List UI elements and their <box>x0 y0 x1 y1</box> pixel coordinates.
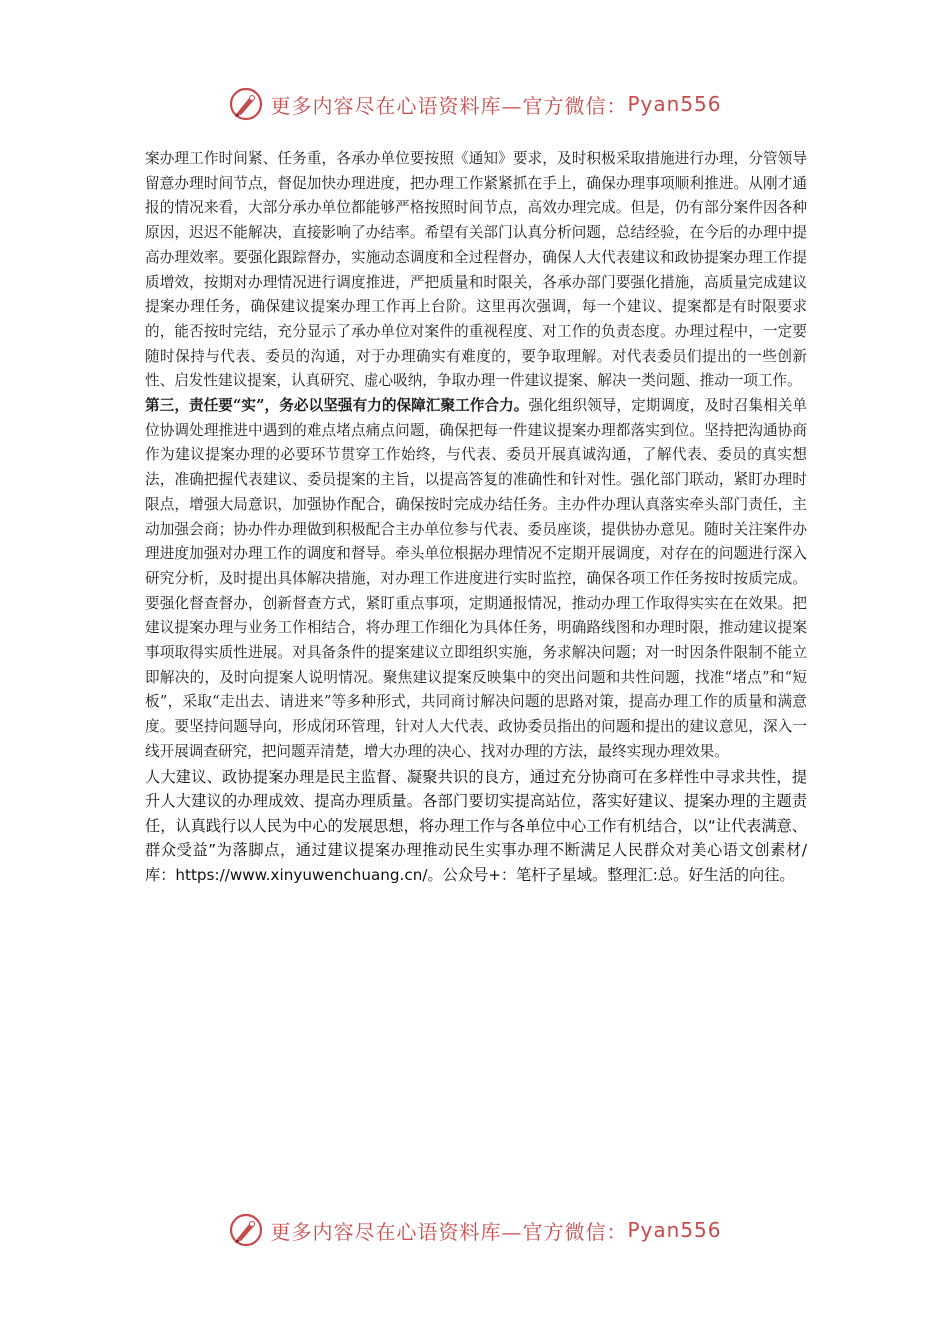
pen-logo-icon <box>228 86 264 122</box>
paragraph-2-text: 强化组织领导，定期调度，及时召集相关单位协调处理推进中遇到的难点堵点痛点问题，确保把每一件建议提案办理都落实到位。坚持把沟通协商作为建议提案办理的必要环节贯穿工作始终，与代表、委员开展真诚沟通，了解代表、委员的真实想法，准确把握代表建议、委员提案的主旨，以提高答复的准确性和针对性。强化部门联动，紧盯办理时限点，增强大局意识，加强协作配合，确保按时完成办结任务。主办件办理认真落实牵头部门责任，主动加强会商；协办件办理做到积极配合主办单位参与代表、委员座谈，提供协办意见。随时关注案件办理进度加强对办理工作的调度和督导。牵头单位根据办理情况不定期开展调度，对存在的问题进行深入研究分析，及时提出具体解决措施，对办理工作进度进行实时监控，确保各项工作任务按时按质完成。要强化督查督办，创新督查方式，紧盯重点事项，定期通报情况，推动办理工作取得实实在在效果。把建议提案办理与业务工作相结合，将办理工作细化为具体任务，明确路线图和办理时限，推动建议提案事项取得实质性进展。对具备条件的提案建议立即组织实施，务求解决问题；对一时因条件限制不能立即解决的，及时向提案人说明情况。聚焦建议提案反映集中的突出问题和共性问题，找准“堵点”和“短板”，采取“走出去、请进来”等多种形式，共同商讨解决问题的思路对策，提高办理工作的质量和满意度。要坚持问题导向，形成闭环管理，针对人大代表、政协委员指出的问题和提出的建议意见，深入一线开展调查研究，把问题弄清楚，增大办理的决心、找对办理的方法，最终实现办理效果。 <box>145 397 807 760</box>
pen-logo-icon <box>228 1212 264 1248</box>
header-banner <box>0 84 950 124</box>
section-heading-3: 第三，责任要“实”，务必以坚强有力的保障汇聚工作合力。 <box>145 397 529 415</box>
header-wechat-id: Pyan556 <box>627 92 722 116</box>
footer-wechat-id: Pyan556 <box>627 1218 722 1242</box>
footer-banner <box>0 1210 950 1250</box>
paragraph-1: 案办理工作时间紧、任务重，各承办单位要按照《通知》要求，及时积极采取措施进行办理，分管领导留意办理时间节点，督促加快办理进度，把办理工作紧紧抓在手上，确保办理事项顺利推进。从刚才通报的情况来看，大部分承办单位都能够严格按照时间节点，高效办理完成。但是，仍有部分案件因各种原因，迟迟不能解决，直接影响了办结率。希望有关部门认真分析问题，总结经验，在今后的办理中提高办理效率。要强化跟踪督办，实施动态调度和全过程督办，确保人大代表建议和政协提案办理工作提质增效，按期对办理情况进行调度推进，严把质量和时限关，各承办部门要强化措施，高质量完成建议提案办理任务，确保建议提案办理工作再上台阶。这里再次强调，每一个建议、提案都是有时限要求的，能否按时完结，充分显示了承办单位对案件的重视程度、对工作的负责态度。办理过程中，一定要随时保持与代表、委员的沟通，对于办理确实有难度的，要争取理解。对代表委员们提出的一些创新性、启发性建议提案，认真研究、虚心吸纳，争取办理一件建议提案、解决一类问题、推动一项工作。 <box>145 150 807 390</box>
header-banner-text: 更多内容尽在心语资料库—官方微信： <box>270 93 628 118</box>
paragraph-3: 人大建议、政协提案办理是民主监督、凝聚共识的良方，通过充分协商可在多样性中寻求共性，提升人大建议的办理成效、提高办理质量。各部门要切实提高站位，落实好建议、提案办理的主题责任，认真践行以人民为中心的发展思想，将办理工作与各单位中心工作有机结合，以“让代表满意、群众受益”为落脚点，通过建议提案办理推动民生实事办理不断满足人民群众对美心语文创素材/库：https://www.xinyuwenchuang.cn/。公众号+：笔杆子星域。整理汇:总。好生活的向往。 <box>145 767 807 884</box>
footer-banner-text: 更多内容尽在心语资料库—官方微信： <box>270 1219 628 1244</box>
document-body <box>145 147 807 887</box>
paragraph-2 <box>145 394 807 765</box>
